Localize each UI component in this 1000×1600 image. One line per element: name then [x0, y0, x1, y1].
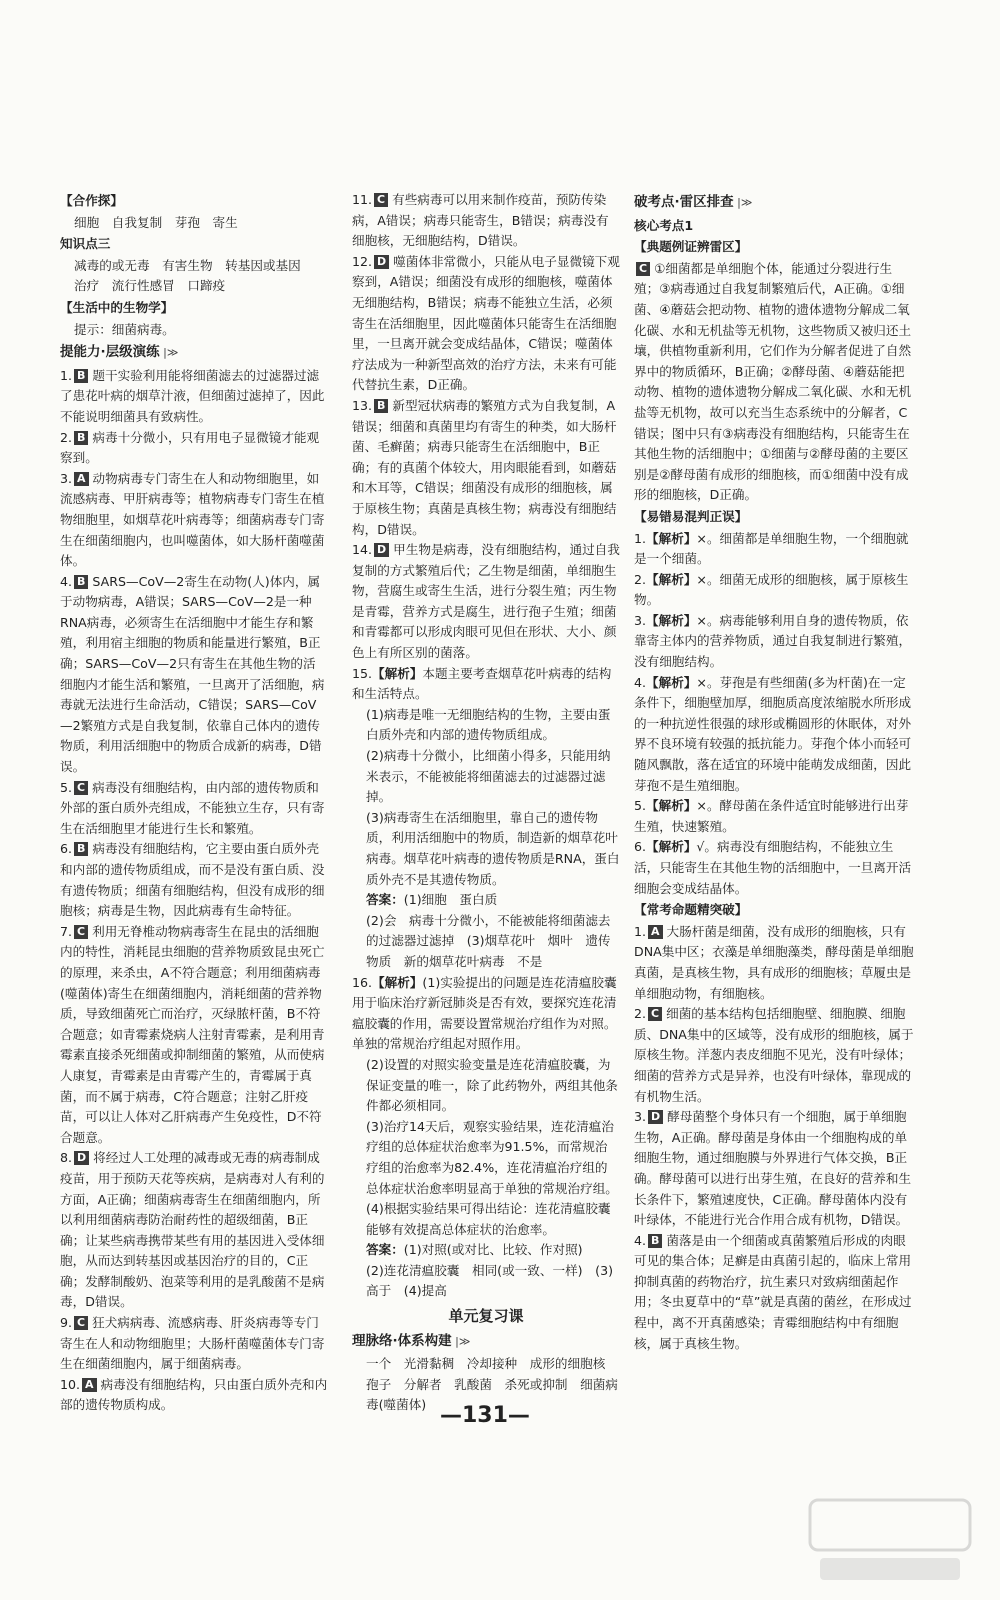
question-item: [60, 778, 328, 840]
question-number: 3.: [634, 1109, 647, 1125]
question-item: [352, 973, 620, 1055]
page-number: —131—: [440, 1403, 530, 1428]
question-item: [634, 796, 916, 837]
banner-label: 理脉络·体系构建: [352, 1332, 452, 1349]
question-number: 1.: [634, 530, 647, 546]
analysis-label: 【解析】: [646, 839, 697, 855]
question-number: 4.: [634, 1232, 647, 1248]
answer-badge: A: [82, 1378, 97, 1392]
question-number: 1.: [634, 923, 647, 939]
question-item: [60, 1375, 328, 1416]
question-explanation: 噬菌体非常微小，只能从电子显微镜下观察到，A错误；细菌没有成形的细胞核，噬菌体无细胞结构，B错误；病毒不能独立生活，必须寄生在活细胞里，因此噬菌体只能寄生在活细胞里，一旦离开就会变成结晶体，C错误；噬菌体疗法成为一种新型高效的治疗方法，未来有可能代替抗生素，D正确。: [352, 253, 620, 393]
section-heading: 【合作探】: [60, 193, 123, 208]
section-heading: 【易错易混判正误】: [634, 508, 748, 524]
answer-badge: C: [74, 1316, 88, 1330]
question-number: 3.: [634, 612, 647, 628]
text-line: 治疗 流行性感冒 口蹄疫: [74, 278, 226, 294]
question-item: [60, 428, 328, 469]
question-item: [60, 839, 328, 921]
question-item: [634, 1231, 916, 1355]
question-explanation: ①细菌都是单细胞个体，能通过分裂进行生殖；③病毒通过自我复制繁殖后代，A正确。①细菌、④蘑菇会把动物、植物的遗体遗物分解成二氧化碳、水和无机盐等无机物，这些物质又被归还土壤，供植物重新利用，它们作为分解者促进了自然界中的物质循环，B正确；②酵母菌、④蘑菇能把动物、植物的遗体遗物分解成二氧化碳、水和无机盐等无机物，故可以充当生态系统中的分解者，C错误；图中只有③病毒没有细胞结构，只能寄生在其他生物的活细胞中；①细菌与②酵母菌的主要区别是②酵母菌有成形的细胞核，而①细菌中没有成形的细胞核，D正确。: [634, 260, 912, 503]
question-number: 16.: [352, 974, 373, 990]
question-explanation: √。病毒没有细胞结构，不能独立生活，只能寄生在其他生物的活细胞中，一旦离开活细胞会变成结晶体。: [634, 839, 912, 896]
answer-badge: D: [374, 255, 389, 269]
section-heading: 【常考命题精突破】: [634, 902, 748, 918]
question-number: 10.: [60, 1376, 81, 1392]
question-explanation: ×。酵母菌在条件适宜时能够进行出芽生殖，快速繁殖。: [634, 798, 909, 834]
banner-marker-icon: |≫: [451, 1334, 471, 1348]
section-banner: [352, 1331, 620, 1353]
answer-badge: C: [374, 193, 388, 207]
question-number: 14.: [352, 542, 373, 558]
question-item: [634, 529, 916, 570]
question-explanation: 新型冠状病毒的繁殖方式为自我复制，A错误；细菌和真菌里均有寄生的种类，如大肠杆菌、毛癣菌；病毒只能寄生在活细胞中，B正确；有的真菌个体较大，用肉眼能看到，如蘑菇和木耳等，C错误；细菌没有成形的细胞核，属于原核生物；真菌是真核生物；病毒没有细胞结构，D错误。: [352, 397, 617, 537]
answer-badge: A: [74, 472, 89, 486]
question-explanation: 病毒没有细胞结构，只由蛋白质外壳和内部的遗传物质构成。: [60, 1376, 328, 1413]
answer-label: 答案：: [366, 1242, 404, 1258]
answer-badge: B: [74, 575, 88, 589]
answer-label: 答案：: [366, 892, 404, 908]
question-number: 12.: [352, 253, 373, 269]
answer-badge: B: [74, 369, 88, 383]
question-explanation: 狂犬病病毒、流感病毒、肝炎病毒等专门寄生在人和动物细胞里；大肠杆菌噬菌体专门寄生在细菌细胞内，属于细菌病毒。: [60, 1315, 325, 1372]
answer-line: [352, 1240, 620, 1261]
question-item: [634, 1107, 916, 1231]
unit-title: 单元复习课: [448, 1307, 524, 1326]
question-explanation: 有些病毒可以用来制作疫苗，预防传染病，A错误；病毒只能寄生，B错误；病毒没有细胞核，无细胞结构，D错误。: [352, 192, 609, 249]
question-explanation: 题干实验利用能将细菌滤去的过滤器过滤了患花叶病的烟草汁液，但细菌过滤掉了，因此不能说明细菌具有致病性。: [60, 367, 325, 424]
text-line: (2)连花清瘟胶囊 相同(或一致、一样) (3)高于 (4)提高: [366, 1262, 614, 1299]
question-explanation: ×。细菌都是单细胞生物，一个细胞就是一个细菌。: [634, 530, 909, 567]
answer-badge: B: [374, 399, 388, 413]
question-item: [352, 664, 620, 705]
banner-label: 提能力·层级演练: [60, 344, 160, 361]
question-item: [634, 837, 916, 899]
question-number: 9.: [60, 1315, 73, 1331]
question-number: 3.: [60, 470, 73, 486]
question-explanation: 本题主要考查烟草花叶病毒的结构和生活特点。: [352, 665, 612, 702]
answer-line: [352, 890, 620, 911]
question-number: 7.: [60, 923, 73, 939]
question-number: 4.: [634, 674, 647, 690]
text-line: (2)会 病毒十分微小，不能被能将细菌滤去的过滤器过滤掉 (3)烟草花叶 烟叶 遗传物质 新的烟草花叶病毒 不是: [366, 912, 611, 969]
section-heading: 【生活中的生物学】: [60, 299, 174, 315]
question-item: [634, 611, 916, 673]
question-number: 1.: [60, 367, 73, 383]
question-explanation: 动物病毒专门寄生在人和动物细胞里，如流感病毒、甲肝病毒等；植物病毒专门寄生在植物细胞里，如烟草花叶病毒等；细菌病毒专门寄生在细菌细胞内，也叫噬菌体，如大肠杆菌噬菌体。: [60, 470, 325, 569]
answer-badge: B: [648, 1234, 662, 1248]
question-explanation: 病毒十分微小，只有用电子显微镜才能观察到。: [60, 429, 320, 466]
question-item: [634, 1004, 916, 1107]
question-number: 2.: [60, 429, 73, 445]
answer-badge: C: [74, 925, 88, 939]
text-line: (2)设置的对照实验变量是连花清瘟胶囊，为保证变量的唯一，除了此药物外，两组其他条件都必须相同。: [366, 1056, 618, 1114]
answer-badge: B: [74, 842, 88, 856]
question-number: 8.: [60, 1150, 73, 1166]
question-number: 5.: [60, 779, 73, 795]
question-explanation: 病毒没有细胞结构，它主要由蛋白质外壳和内部的遗传物质组成，而不是没有蛋白质、没有遗传物质；细菌有细胞结构，但没有成形的细胞核；病毒是生物，因此病毒有生命特征。: [60, 841, 325, 919]
section-heading: 核心考点1: [634, 217, 694, 233]
text-line: 细胞 自我复制 芽孢 寄生: [74, 214, 238, 230]
column-left: [60, 190, 328, 1416]
analysis-label: 【解析】: [646, 674, 697, 690]
question-item: [634, 259, 916, 506]
question-item: [634, 570, 916, 611]
text-line: (3)病毒寄生在活细胞里，靠自己的遗传物质，利用活细胞中的物质，制造新的烟草花叶病毒。烟草花叶病毒的遗传物质是RNA，蛋白质外壳不是其遗传物质。: [366, 809, 620, 887]
question-number: 13.: [352, 397, 373, 413]
question-item: [60, 1313, 328, 1375]
question-number: 2.: [634, 571, 647, 587]
analysis-label: 【解析】: [646, 571, 697, 587]
answer-badge: D: [374, 543, 389, 557]
question-explanation: ×。芽孢是有些细菌(多为杆菌)在一定条件下，细胞壁加厚，细胞质高度浓缩脱水所形成的一种抗逆性很强的球形或椭圆形的休眠体，对外界不良环境有较强的抵抗能力。芽孢个体小而轻可随风飘散，落在适宜的环境中能萌发成细菌，因此芽孢不是生殖细胞。: [634, 674, 912, 793]
question-item: [634, 922, 916, 1004]
question-number: 2.: [634, 1006, 647, 1022]
question-item: [60, 1148, 328, 1313]
question-explanation: (1)实验提出的问题是连花清瘟胶囊用于临床治疗新冠肺炎是否有效，要探究连花清瘟胶囊的作用，需要设置常规治疗组作为对照。单独的常规治疗组起对照作用。: [352, 974, 617, 1052]
question-explanation: 病毒没有细胞结构，由内部的遗传物质和外部的蛋白质外壳组成，不能独立生存，只有寄生在活细胞里才能进行生长和繁殖。: [60, 779, 325, 836]
question-item: [352, 540, 620, 664]
question-number: 6.: [60, 841, 73, 857]
question-item: [352, 252, 620, 396]
section-banner: [60, 342, 328, 364]
text-line: (2)病毒十分微小，比细菌小得多，只能用纳米表示，不能被能将细菌滤去的过滤器过滤掉。: [366, 748, 611, 805]
question-item: [352, 190, 620, 252]
section-banner: [634, 192, 916, 214]
question-explanation: 将经过人工处理的减毒或无毒的病毒制成疫苗，用于预防天花等疾病，是病毒对人有利的方面，A正确；细菌病毒寄生在细菌细胞内，所以利用细菌病毒防治耐药性的超级细菌，B正确；让某些病毒携带某些有用的基因进入受体细胞，从而达到转基因或基因治疗的目的，C正确；发酵制酸奶、泡菜等利用的是乳酸菌不是病毒，D错误。: [60, 1150, 325, 1310]
column-right: [634, 190, 916, 1354]
section-heading: 知识点三: [60, 236, 111, 252]
text-line: (3)治疗14天后，观察实验结果，连花清瘟治疗组的总体症状治愈率为91.5%，而常规治疗组的治愈率为82.4%，连花清瘟治疗组的总体症状治愈率明显高于单独的常规治疗组。: [366, 1118, 618, 1196]
answer-badge: B: [74, 431, 88, 445]
analysis-label: 【解析】: [646, 798, 697, 814]
analysis-label: 【解析】: [372, 665, 423, 681]
watermark-logo: [800, 1490, 980, 1590]
question-item: [634, 673, 916, 797]
analysis-label: 【解析】: [646, 530, 697, 546]
question-number: 11.: [352, 192, 373, 207]
answer-badge: D: [648, 1110, 663, 1124]
question-explanation: ×。病毒能够利用自身的遗传物质，依靠寄主体内的营养物质，通过自我复制进行繁殖，没有细胞结构。: [634, 612, 912, 670]
section-heading: 【典题例证辨雷区】: [634, 239, 748, 255]
analysis-label: 【解析】: [372, 974, 423, 990]
question-explanation: 甲生物是病毒，没有细胞结构，通过自我复制的方式繁殖后代；乙生物是细菌，单细胞生物，营腐生或寄生生活，进行分裂生殖；丙生物是青霉，营养方式是腐生，进行孢子生殖；细菌和青霉都可以形成肉眼可见但在形状、大小、颜色上有所区别的菌落。: [352, 542, 620, 661]
banner-marker-icon: |≫: [159, 346, 179, 360]
answer-badge: D: [74, 1151, 89, 1165]
question-item: [60, 922, 328, 1149]
question-number: 4.: [60, 573, 73, 589]
answer-badge: C: [648, 1007, 662, 1021]
question-item: [60, 572, 328, 778]
text-line: (4)根据实验结果可得出结论：连花清瘟胶囊能够有效提高总体症状的治愈率。: [366, 1201, 611, 1237]
question-item: [60, 366, 328, 428]
question-number: 15.: [352, 665, 373, 681]
answer-badge: C: [74, 781, 88, 795]
column-middle: [352, 190, 620, 1416]
banner-marker-icon: |≫: [733, 196, 753, 209]
question-explanation: 大肠杆菌是细菌，没有成形的细胞核，只有DNA集中区；衣藻是单细胞藻类，酵母菌是单细胞真菌，是真核生物，具有成形的细胞核；草履虫是单细胞动物，有细胞核。: [634, 923, 914, 1001]
answer-badge: C: [636, 262, 650, 276]
text-line: 提示：细菌病毒。: [74, 321, 175, 337]
answer-text: (1)对照(或对比、比较、作对照): [403, 1242, 583, 1258]
question-explanation: 利用无脊椎动物病毒寄生在昆虫的活细胞内的特性，消耗昆虫细胞的营养物质致昆虫死亡的原理，来杀虫，A不符合题意；利用细菌病毒(噬菌体)寄生在细菌细胞内，消耗细菌的营养物质，导致细菌死亡而治疗，灭绿脓杆菌，B不符合题意；如青霉素烧病人注射青霉素，是利用青霉素直接杀死细菌或抑制细菌的繁殖，从而使病人康复，青霉素是由青霉产生的，青霉属于真菌，而不属于病毒，C符合题意；注射乙肝疫苗，可以让人体对乙肝病毒产生免疫性，D不符合题意。: [60, 923, 325, 1145]
text-line: 减毒的或无毒 有害生物 转基因或基因: [74, 257, 301, 273]
question-explanation: ×。细菌无成形的细胞核，属于原核生物。: [634, 571, 909, 608]
question-item: [352, 396, 620, 540]
question-explanation: 酵母菌整个身体只有一个细胞，属于单细胞生物，A正确。酵母菌是身体由一个细胞构成的单细胞生物，通过细胞膜与外界进行气体交换，B正确。酵母菌可以进行出芽生殖，在良好的营养和生长条件下，繁殖速度快，C正确。酵母菌体内没有叶绿体，不能进行光合作用合成有机物，D错误。: [634, 1109, 912, 1228]
question-item: [60, 469, 328, 572]
answer-text: (1)细胞 蛋白质: [403, 892, 498, 908]
answer-badge: A: [648, 925, 663, 939]
question-number: 5.: [634, 798, 647, 814]
text-line: 一个 光滑黏稠 冷却接种 成形的细胞核 孢子 分解者 乳酸菌 杀死或抑制 细菌病毒(噬菌体): [366, 1356, 618, 1413]
question-explanation: 菌落是由一个细菌或真菌繁殖后形成的肉眼可见的集合体；足癣是由真菌引起的，临床上常用抑制真菌的药物治疗，抗生素只对致病细菌起作用；冬虫夏草中的“草”就是真菌的菌丝，在形成过程中，离不开真菌感染；青霉细胞结构中有细胞核，属于真核生物。: [634, 1232, 912, 1351]
question-number: 6.: [634, 839, 647, 855]
question-explanation: SARS—CoV—2寄生在动物(人)体内，属于动物病毒，A错误；SARS—CoV—2是一种RNA病毒，必须寄生在活细胞中才能生存和繁殖，利用宿主细胞的物质和能量进行繁殖，B正确；SARS—CoV—2只有寄生在其他生物的活细胞内才能生活和繁殖，一旦离开了活细胞，病毒就无法进行生命活动，C错误；SARS—CoV—2繁殖方式是自我复制，依靠自己体内的遗传物质，利用活细胞中的物质合成新的病毒，D错误。: [60, 573, 325, 775]
question-explanation: 细菌的基本结构包括细胞壁、细胞膜、细胞质、DNA集中的区域等，没有成形的细胞核，属于原核生物。洋葱内表皮细胞不见光，没有叶绿体；细菌的营养方式是异养，也没有叶绿体，靠现成的有机物生活。: [634, 1006, 914, 1104]
analysis-label: 【解析】: [646, 612, 697, 628]
text-line: (1)病毒是唯一无细胞结构的生物，主要由蛋白质外壳和内部的遗传物质组成。: [366, 706, 611, 743]
banner-label: 破考点·雷区排查: [634, 194, 734, 210]
